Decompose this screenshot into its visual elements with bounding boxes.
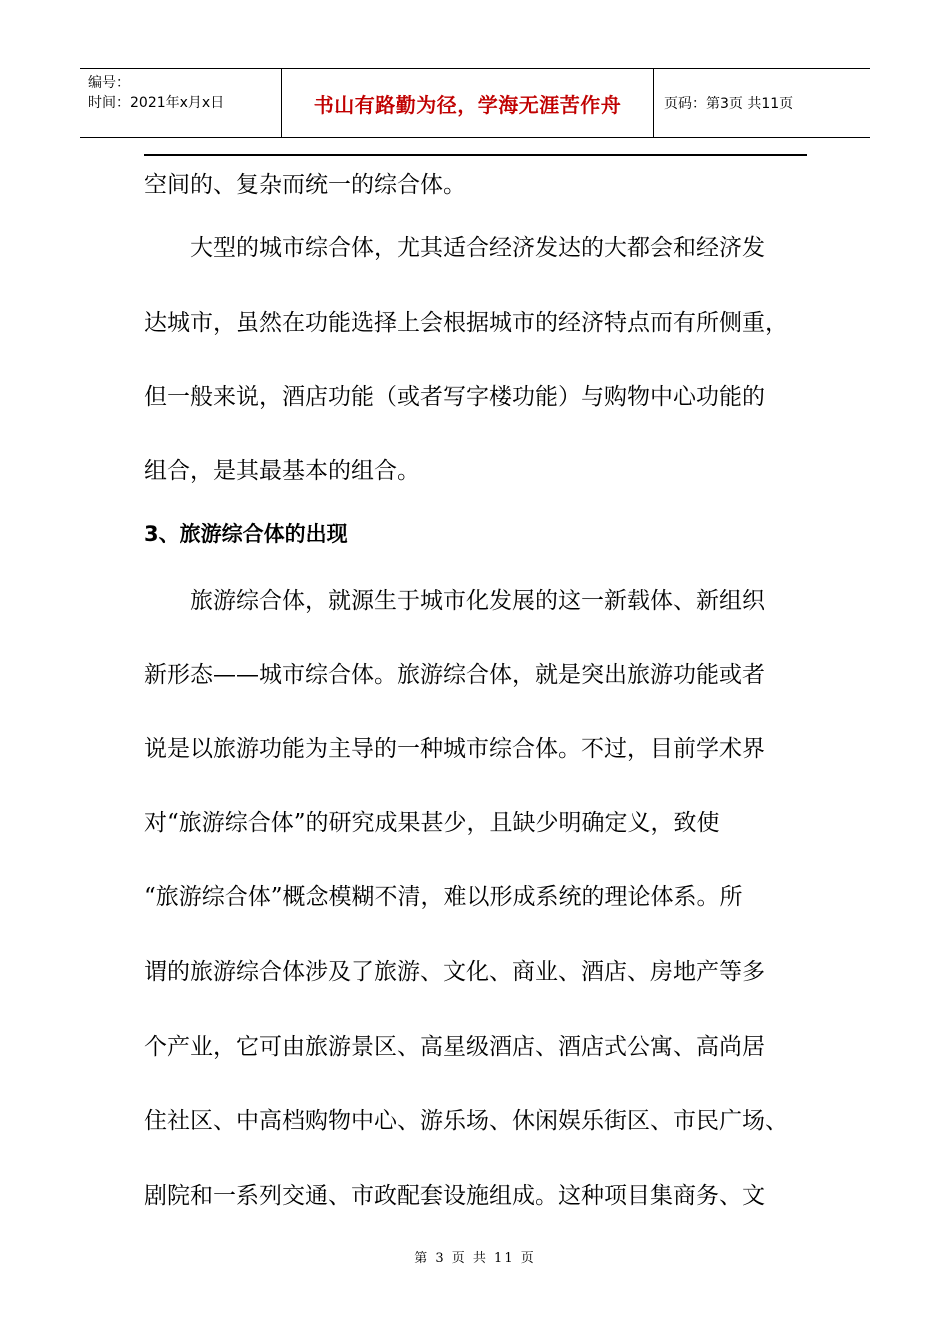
section-heading: 3、旅游综合体的出现: [144, 522, 348, 546]
paragraph-line: 新形态——城市综合体。旅游综合体，就是突出旅游功能或者: [144, 662, 765, 688]
document-code-label: 编号：: [88, 75, 130, 91]
paragraph-line: 个产业，它可由旅游景区、高星级酒店、酒店式公寓、高尚居: [144, 1034, 765, 1060]
paragraph-line: 说是以旅游功能为主导的一种城市综合体。不过，目前学术界: [144, 736, 765, 762]
document-date: 时间：2021年x月x日: [88, 95, 225, 111]
paragraph-line: 大型的城市综合体，尤其适合经济发达的大都会和经济发: [144, 235, 765, 261]
paragraph-line: 达城市，虽然在功能选择上会根据城市的经济特点而有所侧重，: [144, 310, 788, 336]
paragraph-line: 住社区、中高档购物中心、游乐场、休闲娱乐街区、市民广场、: [144, 1108, 788, 1134]
paragraph-line: 旅游综合体，就源生于城市化发展的这一新载体、新组织: [144, 588, 765, 614]
paragraph-line: 组合，是其最基本的组合。: [144, 458, 420, 484]
paragraph-line: 对“旅游综合体”的研究成果甚少，且缺少明确定义，致使: [144, 810, 720, 836]
paragraph-line: 剧院和一系列交通、市政配套设施组成。这种项目集商务、文: [144, 1183, 765, 1209]
header-motto-cell: [282, 69, 654, 137]
page-footer: 第 3 页 共 11 页: [414, 1251, 536, 1266]
page-header: [80, 68, 870, 138]
paragraph-line: 谓的旅游综合体涉及了旅游、文化、商业、酒店、房地产等多: [144, 959, 765, 985]
header-rule: [144, 154, 807, 156]
paragraph-line: “旅游综合体”概念模糊不清，难以形成系统的理论体系。所: [144, 884, 743, 910]
header-motto: 书山有路勤为径，学海无涯苦作舟: [313, 92, 622, 117]
paragraph-line: 空间的、复杂而统一的综合体。: [144, 172, 466, 198]
header-page-info-cell: [654, 69, 870, 137]
header-page-info: 页码：第3页 共11页: [664, 96, 794, 112]
paragraph-line: 但一般来说，酒店功能（或者写字楼功能）与购物中心功能的: [144, 384, 765, 410]
header-meta: [80, 69, 282, 137]
